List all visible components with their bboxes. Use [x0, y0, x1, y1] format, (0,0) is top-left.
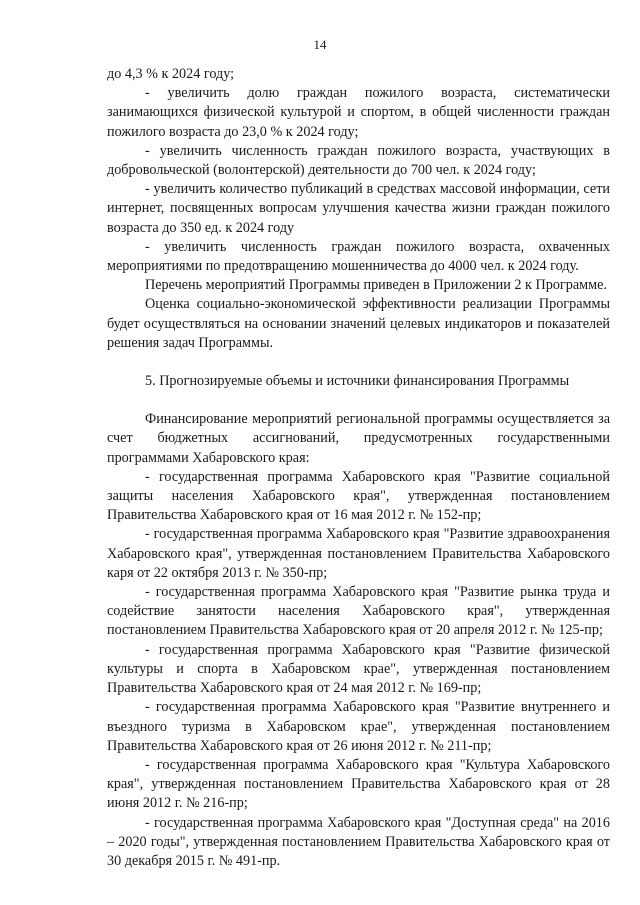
list-item-program-culture: - государственная программа Хабаровского края "Культура Хабаровского края", утвержденная постановлением Правительства Хабаровского края от 28 июня 2012 г. № 216-пр; [107, 756, 610, 812]
paragraph-continuation: до 4,3 % к 2024 году; [107, 66, 235, 82]
list-item-elderly-sport: - увеличить долю граждан пожилого возраста, систематически занимающихся физической культурой и спортом, в общей численности граждан пожилого возраста до 23,0 % к 2024 году; [107, 85, 610, 140]
paragraph-activities-list: Перечень мероприятий Программы приведен в Приложении 2 к Программе. [145, 277, 607, 294]
list-item-volunteer: - увеличить численность граждан пожилого возраста, участвующих в добровольческой (волонтерской) деятельности до 700 чел. к 2024 году; [107, 142, 610, 179]
list-item-program-labor: - государственная программа Хабаровского края "Развитие рынка труда и содействие занятости населения Хабаровского края", утвержденная постановлением Правительства Хабаровского края от 20 апреля 2012 г. № 125-пр; [107, 584, 610, 639]
paragraph-efficiency: Оценка социально-экономической эффективности реализации Программы будет осуществляться на основании значений целевых индикаторов и показателей решения задач Программы. [107, 296, 610, 351]
document-body [107, 65, 610, 871]
list-item-publications: - увеличить количество публикаций в средствах массовой информации, сети интернет, посвященных вопросам улучшения качества жизни граждан пожилого возраста до 350 ед. к 2024 году [107, 181, 610, 236]
list-item-program-social: - государственная программа Хабаровского края "Развитие социальной защиты населения Хабаровского края", утвержденная постановлением Правительства Хабаровского края от 16 мая 2012 г. № 152-пр; [107, 468, 610, 524]
list-item-program-accessible: - государственная программа Хабаровского края "Доступная среда" на 2016 – 2020 годы", утвержденная постановлением Правительства Хабаровского края от 30 декабря 2015 г. № 491-пр. [107, 814, 610, 869]
page-number: 14 [313, 37, 327, 52]
list-item-fraud-prevention: - увеличить численность граждан пожилого возраста, охваченных мероприятиями по предотвращению мошенничества до 4000 чел. к 2024 году. [107, 238, 610, 275]
list-item-program-tourism: - государственная программа Хабаровского края "Развитие внутреннего и въездного туризма в Хабаровском крае", утвержденная постановлением Правительства Хабаровского края от 26 июня 2012 г. № 211-пр; [107, 699, 610, 754]
section-heading-financing: 5. Прогнозируемые объемы и источники финансирования Программы [145, 373, 570, 390]
list-item-program-sport: - государственная программа Хабаровского края "Развитие физической культуры и спорта в Хабаровском крае", утвержденная постановлением Правительства Хабаровского края от 24 мая 2012 г. № 169-пр; [107, 641, 610, 697]
paragraph-financing-intro: Финансирование мероприятий региональной программы осуществляется за счет бюджетных ассигнований, предусмотренных государственными программами Хабаровского края: [107, 411, 610, 466]
list-item-program-health: - государственная программа Хабаровского края "Развитие здравоохранения Хабаровского края", утвержденная постановлением Правительства Хабаровского каря от 22 октября 2013 г. № 350-пр; [107, 526, 610, 581]
